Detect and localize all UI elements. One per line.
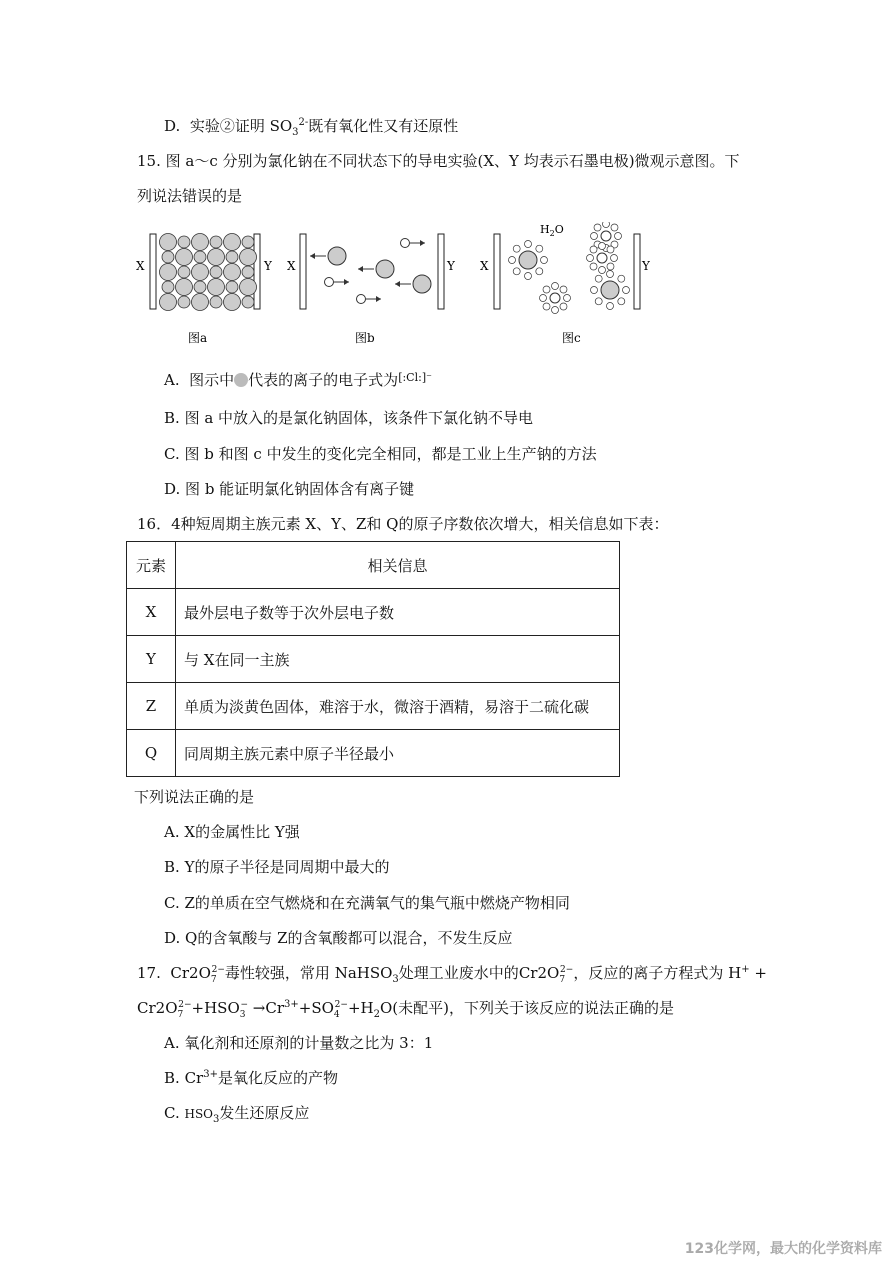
electrode-x-label-b: X bbox=[287, 259, 296, 273]
lattice-ion bbox=[178, 296, 190, 308]
water-molecule bbox=[552, 283, 559, 290]
option-label: A. bbox=[164, 371, 180, 389]
option-text: Q的含氧酸与 Z的含氧酸都可以混合，不发生反应 bbox=[185, 929, 513, 947]
option-label: C. bbox=[164, 445, 180, 463]
stem-text: 毒性较强，常用 NaHSO bbox=[224, 964, 393, 982]
table-row bbox=[127, 589, 620, 636]
water-molecule bbox=[623, 287, 630, 294]
conductivity-figure bbox=[130, 222, 650, 352]
electrode-x-label: X bbox=[136, 259, 145, 273]
q17-option-a bbox=[164, 1033, 433, 1053]
formula-text: Cr2O bbox=[137, 999, 178, 1017]
water-molecule bbox=[509, 257, 516, 264]
option-label: A. bbox=[164, 1034, 180, 1052]
q17-stem-line2 bbox=[137, 998, 674, 1018]
water-molecule bbox=[564, 295, 571, 302]
lattice-ion bbox=[240, 279, 257, 296]
hydrated-ion bbox=[597, 253, 607, 263]
subscript: 3 bbox=[292, 127, 299, 138]
lattice-ion bbox=[240, 249, 257, 266]
water-molecule bbox=[611, 255, 618, 262]
lattice-ion bbox=[192, 264, 209, 281]
q16-option-d bbox=[164, 928, 513, 948]
option-label: B. bbox=[164, 1069, 180, 1087]
superscript: 3+ bbox=[284, 999, 299, 1010]
water-molecule bbox=[590, 263, 597, 270]
q15-option-a bbox=[164, 368, 432, 390]
table-cell: Q bbox=[127, 730, 176, 777]
q15-option-d bbox=[164, 479, 414, 499]
water-molecule bbox=[607, 303, 614, 310]
water-molecule bbox=[595, 275, 602, 282]
water-molecule bbox=[525, 241, 532, 248]
lattice-ion bbox=[176, 279, 193, 296]
superscript: 2- bbox=[298, 117, 309, 128]
option-text: 图 b 能证明氯化钠固体含有离子键 bbox=[185, 480, 415, 498]
stem-text: O(未配平)，下列关于该反应的说法正确的是 bbox=[379, 999, 674, 1017]
figure-c bbox=[480, 222, 650, 345]
q16-option-a bbox=[164, 822, 300, 842]
water-molecule bbox=[587, 255, 594, 262]
superscript: 2− bbox=[334, 1000, 348, 1010]
table-header-row bbox=[127, 542, 620, 589]
table-header-cell: 相关信息 bbox=[176, 542, 620, 589]
water-molecule bbox=[560, 303, 567, 310]
water-molecule bbox=[595, 298, 602, 305]
q16-after-table: 下列说法正确的是 bbox=[134, 788, 255, 806]
water-molecule bbox=[594, 224, 601, 231]
q17-option-b bbox=[164, 1068, 338, 1088]
lattice-ion bbox=[224, 264, 241, 281]
lattice-ion bbox=[162, 251, 174, 263]
option-label: B. bbox=[164, 409, 180, 427]
q17-option-c bbox=[164, 1103, 309, 1124]
lattice-ion bbox=[194, 281, 206, 293]
superscript: 2− bbox=[560, 965, 574, 975]
formula-text: Cr2O bbox=[518, 964, 560, 982]
table-row bbox=[127, 683, 620, 730]
option-text-post: 发生还原反应 bbox=[219, 1104, 310, 1122]
subscript: 7 bbox=[177, 1010, 184, 1020]
table-row bbox=[127, 730, 620, 777]
subscript: 2 bbox=[373, 1009, 380, 1020]
lattice-ion bbox=[208, 279, 225, 296]
q15-option-b bbox=[164, 408, 533, 428]
lattice-ion bbox=[224, 294, 241, 311]
water-molecule bbox=[611, 224, 618, 231]
formula-text: →Cr bbox=[248, 999, 285, 1017]
table-cell: 单质为淡黄色固体，难溶于水，微溶于酒精，易溶于二硫化碳 bbox=[176, 683, 620, 730]
lattice-ion bbox=[160, 234, 177, 251]
option-label: C. bbox=[164, 1104, 180, 1122]
q16-option-b bbox=[164, 857, 389, 877]
option-text: 图 b 和图 c 中发生的变化完全相同，都是工业上生产钠的方法 bbox=[184, 445, 597, 463]
table-cell: Z bbox=[127, 683, 176, 730]
water-molecule bbox=[603, 222, 610, 228]
option-text: X的金属性比 Y强 bbox=[184, 823, 300, 841]
water-molecule bbox=[543, 286, 550, 293]
option-text: Y的原子半径是同周期中最大的 bbox=[184, 858, 390, 876]
site-watermark: 123化学网，最大的化学资料库 bbox=[684, 1241, 882, 1257]
element-info-table bbox=[126, 541, 620, 777]
lattice-ion bbox=[192, 234, 209, 251]
superscript: 3+ bbox=[203, 1069, 218, 1080]
lattice-ion bbox=[176, 249, 193, 266]
subscript: 7 bbox=[210, 975, 217, 985]
water-molecule bbox=[607, 246, 614, 253]
option-text: HSO bbox=[184, 1107, 214, 1121]
lattice-ion bbox=[210, 236, 222, 248]
water-molecule bbox=[615, 233, 622, 240]
table-row bbox=[127, 636, 620, 683]
q14-option-d bbox=[164, 116, 458, 136]
lattice-ion bbox=[242, 236, 254, 248]
subscript: 3 bbox=[392, 974, 399, 985]
figure-b bbox=[287, 234, 456, 345]
option-text: 实验②证明 SO bbox=[189, 117, 293, 135]
water-molecule bbox=[599, 267, 606, 274]
water-molecule bbox=[599, 243, 606, 250]
water-molecule bbox=[525, 273, 532, 280]
q15-stem-line1: 15. 图 a～c 分别为氯化钠在不同状态下的导电实验(X、Y 均表示石墨电极)微观示意图。下 bbox=[137, 152, 740, 170]
option-text: 图示中 bbox=[189, 371, 235, 389]
figure-a bbox=[136, 234, 273, 346]
option-text: 图 a 中放入的是氯化钠固体，该条件下氯化钠不导电 bbox=[184, 409, 534, 427]
hydrated-ion bbox=[550, 293, 560, 303]
subscript: 3 bbox=[239, 1010, 246, 1020]
water-molecule bbox=[541, 257, 548, 264]
figure-c-caption: 图c bbox=[562, 331, 581, 345]
water-molecule bbox=[618, 298, 625, 305]
hydrated-ion bbox=[601, 281, 619, 299]
lattice-ion bbox=[160, 294, 177, 311]
q15-stem-line2: 列说法错误的是 bbox=[137, 187, 243, 205]
subscript: 7 bbox=[559, 975, 566, 985]
electrode-y-label: Y bbox=[264, 259, 272, 273]
lattice-ion bbox=[178, 266, 190, 278]
water-molecule bbox=[513, 245, 520, 252]
lattice-ion bbox=[160, 264, 177, 281]
water-label: $H_2O$ bbox=[540, 223, 564, 238]
water-molecule bbox=[591, 287, 598, 294]
lattice-ion bbox=[242, 296, 254, 308]
formula-text: +H bbox=[347, 999, 374, 1017]
option-label: D. bbox=[164, 480, 181, 498]
lattice-ion bbox=[192, 294, 209, 311]
table-cell: X bbox=[127, 589, 176, 636]
electron-formula: [:Cl:]⁻ bbox=[398, 371, 432, 384]
option-label: A. bbox=[164, 823, 180, 841]
option-label: B. bbox=[164, 858, 180, 876]
lattice-ion bbox=[224, 234, 241, 251]
subscript: 3 bbox=[213, 1114, 220, 1125]
electrode-y-label-b: Y bbox=[447, 259, 455, 273]
option-label: D. bbox=[164, 117, 181, 135]
option-text: Cr bbox=[184, 1069, 204, 1087]
lattice-ion bbox=[226, 281, 238, 293]
option-text-post: 是氧化反应的产物 bbox=[217, 1069, 338, 1087]
lattice-ion bbox=[194, 251, 206, 263]
option-label: D. bbox=[164, 929, 181, 947]
question-number: 17. bbox=[137, 964, 161, 982]
q15-option-c bbox=[164, 444, 597, 464]
water-molecule bbox=[536, 268, 543, 275]
lattice-ion bbox=[242, 266, 254, 278]
water-molecule bbox=[618, 275, 625, 282]
figure-b-caption: 图b bbox=[355, 331, 375, 345]
superscript: 2− bbox=[178, 1000, 192, 1010]
hydrated-ion bbox=[601, 231, 611, 241]
formula-text: +SO bbox=[298, 999, 334, 1017]
superscript: + bbox=[741, 964, 750, 975]
water-molecule bbox=[607, 263, 614, 270]
stem-text: + bbox=[749, 964, 767, 982]
water-molecule bbox=[590, 246, 597, 253]
table-cell: 同周期主族元素中原子半径最小 bbox=[176, 730, 620, 777]
option-text-post: 既有氧化性又有还原性 bbox=[308, 117, 459, 135]
q16-option-c bbox=[164, 893, 570, 913]
superscript: 2− bbox=[211, 965, 225, 975]
lattice-ion bbox=[178, 236, 190, 248]
lattice-ion bbox=[210, 266, 222, 278]
superscript: − bbox=[240, 1000, 249, 1010]
electrode-y-label-c: Y bbox=[642, 259, 650, 273]
hydrated-ion bbox=[519, 251, 537, 269]
formula-text: +HSO bbox=[191, 999, 240, 1017]
q16-stem: 16．4种短周期主族元素 X、Y、Z和 Q的原子序数依次增大，相关信息如下表： bbox=[137, 515, 669, 533]
subscript: 4 bbox=[333, 1010, 340, 1020]
formula-text: Cr2O bbox=[170, 964, 211, 982]
lattice-ion bbox=[226, 251, 238, 263]
water-molecule bbox=[591, 233, 598, 240]
figure-a-caption: 图a bbox=[188, 331, 208, 345]
option-text: Z的单质在空气燃烧和在充满氧气的集气瓶中燃烧产物相同 bbox=[184, 894, 570, 912]
table-cell: 与 X在同一主族 bbox=[176, 636, 620, 683]
lattice-ion bbox=[162, 281, 174, 293]
table-header-cell: 元素 bbox=[127, 542, 176, 589]
lattice-ion bbox=[208, 249, 225, 266]
q17-stem-line1 bbox=[137, 963, 767, 983]
water-molecule bbox=[560, 286, 567, 293]
option-text: 氧化剂和还原剂的计量数之比为 3：1 bbox=[184, 1034, 434, 1052]
stem-text: ，反应的离子方程式为 H bbox=[573, 964, 742, 982]
electrode-x-label-c: X bbox=[480, 259, 489, 273]
option-label: C. bbox=[164, 894, 180, 912]
water-molecule bbox=[536, 245, 543, 252]
chloride-ion-icon bbox=[234, 373, 248, 387]
water-molecule bbox=[540, 295, 547, 302]
water-molecule bbox=[513, 268, 520, 275]
water-molecule bbox=[543, 303, 550, 310]
option-text-post: 代表的离子的电子式为 bbox=[248, 371, 399, 389]
table-cell: 最外层电子数等于次外层电子数 bbox=[176, 589, 620, 636]
water-molecule bbox=[552, 307, 559, 314]
table-cell: Y bbox=[127, 636, 176, 683]
water-molecule bbox=[607, 271, 614, 278]
stem-text: 处理工业废水中的 bbox=[398, 964, 519, 982]
lattice-ion bbox=[210, 296, 222, 308]
